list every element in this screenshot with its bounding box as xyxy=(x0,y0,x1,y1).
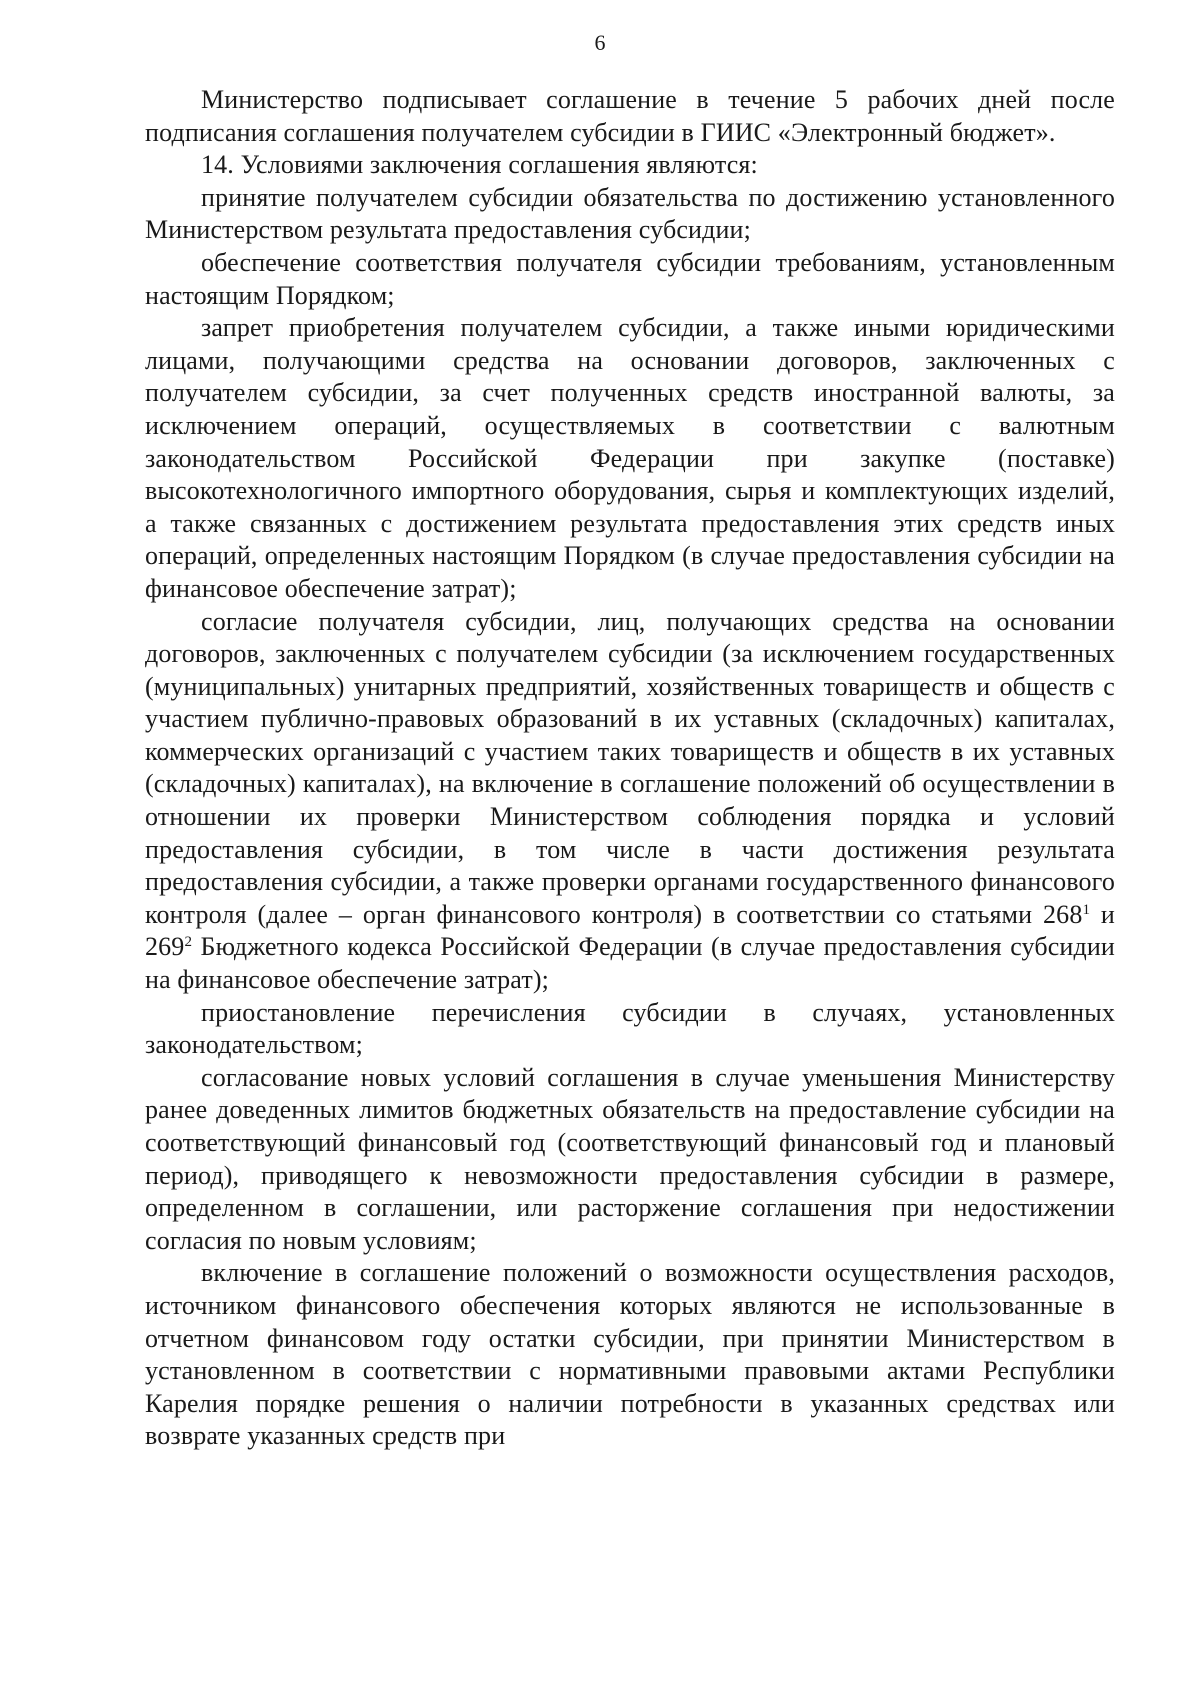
paragraph-condition-new-terms: согласование новых условий соглашения в случае уменьшения Министерству ранее доведенных лимитов бюджетных обязательств на предоставление субсидии на соответствующий финансовый год (соответствующий финансовый год и плановый период), приводящего к невозможности предоставления субсидии в размере, определенном в соглашении, или расторжение соглашения при недостижении согласия по новым условиям; xyxy=(145,1062,1115,1255)
paragraph-condition-currency-ban: запрет приобретения получателем субсидии, а также иными юридическими лицами, получающими средства на основании договоров, заключенных с получателем субсидии, за счет полученных средств иностранной валюты, за исключением операций, осуществляемых в соответствии с валютным законодательством Российской Федерации при закупке (поставке) высокотехнологичного импортного оборудования, сырья и комплектующих изделий, а также связанных с достижением результата предоставления этих средств иных операций, определенных настоящим Порядком (в случае предоставления субсидии на финансовое обеспечение затрат); xyxy=(145,313,1115,603)
paragraph-condition-suspension: приостановление перечисления субсидии в случаях, установленных законодательством; xyxy=(145,997,1115,1060)
consent-text-after: Бюджетного кодекса Российской Федерации (в случае предоставления субсидии на финансовое обеспечение затрат); xyxy=(145,932,1115,995)
consent-text-before: согласие получателя субсидии, лиц, получающих средства на основании договоров, заключенных с получателем субсидии (за исключением государственных (муниципальных) унитарных предприятий, хозяйственных товариществ и обществ с участием публично-правовых образований в их уставных (складочных) капиталах, коммерческих организаций с участием таких товариществ и обществ в их уставных (складочных) капиталах), на включение в соглашение положений об осуществлении в отношении их проверки Министерством соблюдения порядка и условий предоставления субсидии, в том числе в части достижения результата предоставления субсидии, а также проверки органами государственного финансового контроля (далее – орган финансового контроля) в соответствии со статьями 268 xyxy=(145,606,1115,929)
consent-text-middle: и 269 xyxy=(145,899,1115,962)
consent-superscript-1: 1 xyxy=(1082,901,1091,918)
paragraph-condition-consent xyxy=(145,606,1115,997)
paragraph-condition-requirements: обеспечение соответствия получателя субсидии требованиям, установленным настоящим Порядком; xyxy=(145,247,1115,310)
paragraph-condition-result: принятие получателем субсидии обязательства по достижению установленного Министерством результата предоставления субсидии; xyxy=(145,182,1115,245)
page-number: 6 xyxy=(594,30,606,55)
paragraph-signing-term: Министерство подписывает соглашение в течение 5 рабочих дней после подписания соглашения получателем субсидии в ГИИС «Электронный бюджет». xyxy=(145,85,1115,147)
paragraph-condition-remainders: включение в соглашение положений о возможности осуществления расходов, источником финансового обеспечения которых являются не использованные в отчетном финансовом году остатки субсидии, при принятии Министерством в установленном в соответствии с нормативными правовыми актами Республики Карелия порядке решения о наличии потребности в указанных средствах или возврате указанных средств при xyxy=(145,1258,1115,1451)
paragraph-item-14: 14. Условиями заключения соглашения являются: xyxy=(201,150,758,180)
document-body xyxy=(145,84,1115,1453)
consent-superscript-2: 2 xyxy=(184,934,193,951)
